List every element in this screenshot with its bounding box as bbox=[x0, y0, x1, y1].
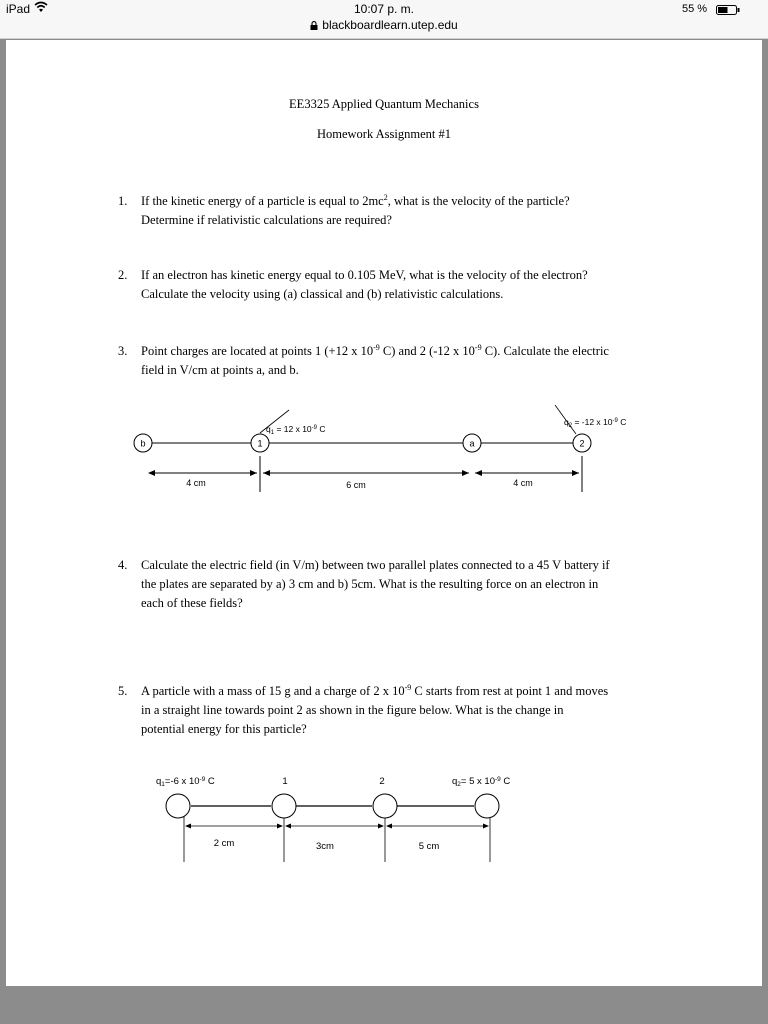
q2-label: $q_2 = -12$ x $10^{-9}$ C bbox=[564, 417, 627, 429]
fig2-q2-label: $q_2= 5$ x $10^{-9}$ C bbox=[452, 776, 511, 788]
figure-particle-path bbox=[6, 768, 762, 868]
question-number: 2. bbox=[118, 268, 128, 282]
fig2-point-1-label: 1 bbox=[282, 776, 288, 787]
dim-label-1: 4 cm bbox=[186, 478, 206, 488]
fig2-point-1 bbox=[272, 794, 296, 818]
dim-label-2: 6 cm bbox=[346, 480, 366, 490]
document-page[interactable]: EE3325 Applied Quantum Mechanics Homework Assignment #1 1. If the kinetic energy of a particle is equal to $2mc^2$, what is the velocity of the particle? Determine if relativistic calculations are required? 2. If an electron has kinetic energy equal to 0.105 MeV, what is the velocity of the electron? Calculate the velocity using (a) classical and (b) relativistic calculations. 3. Point charges are located at points 1 (+12 x $10^{-9}$ C) and 2 (-12 x $10^{-9}$ C). Calculate the electric field in V/cm at points a, and b. b 1 a 2 $q_1 = 12$ x $10^{-9}$ C $q_2 = -12$ x $10^{-9}$ C 4 cm 6 cm 4 cm 4. Calculate the electric field (in V/m) between two parallel plates connected to a 45 V battery if the plates are separated by a) 3 cm and b) 5cm. What is the resulting force on an electron in each of these fields? 5. A particle with a mass of 15 g and a charge of 2 x $10^{-9}$ C starts from rest at point 1 and moves in a straight line towards point 2 as shown in the figure below. What is the change in potential energy for this particle? $q_1=-6$ x $10^{-9}$ C 1 2 $q_2= 5$ x $10^{-9}$ C 2 cm 3cm 5 cm bbox=[6, 40, 762, 986]
question-number: 4. bbox=[118, 558, 128, 572]
dim-label-3: 4 cm bbox=[513, 478, 533, 488]
fig2-dim-label-3: 5 cm bbox=[418, 841, 440, 852]
fig2-charge-q1 bbox=[166, 794, 190, 818]
device-name: iPad bbox=[6, 2, 31, 16]
question-number: 5. bbox=[118, 684, 128, 698]
node-1-label: 1 bbox=[257, 438, 263, 449]
assignment-title: Homework Assignment #1 bbox=[316, 127, 452, 141]
fig2-charge-q2 bbox=[475, 794, 499, 818]
url-text: blackboardlearn.utep.edu bbox=[322, 18, 458, 32]
battery-icon bbox=[716, 5, 740, 15]
q1-label: $q_1 = 12$ x $10^{-9}$ C bbox=[266, 424, 326, 436]
fig2-q1-label: $q_1=-6$ x $10^{-9}$ C bbox=[156, 776, 215, 788]
status-bar bbox=[0, 0, 768, 39]
question-number: 3. bbox=[118, 344, 128, 358]
fig2-dim-label-1: 2 cm bbox=[213, 838, 235, 849]
lock-icon bbox=[310, 21, 318, 30]
fig2-point-2-label: 2 bbox=[379, 776, 385, 787]
node-b-label: b bbox=[140, 438, 146, 449]
fig2-dim-label-2: 3cm bbox=[316, 841, 334, 852]
battery-percent: 55 % bbox=[682, 3, 708, 15]
question-number: 1. bbox=[118, 194, 128, 208]
node-a-label: a bbox=[469, 438, 475, 449]
node-2-label: 2 bbox=[579, 438, 585, 449]
clock: 10:07 p. m. bbox=[353, 2, 415, 16]
figure-charges-line bbox=[6, 400, 762, 500]
fig2-point-2 bbox=[373, 794, 397, 818]
address-bar[interactable] bbox=[0, 18, 768, 32]
course-title: EE3325 Applied Quantum Mechanics bbox=[289, 97, 479, 111]
